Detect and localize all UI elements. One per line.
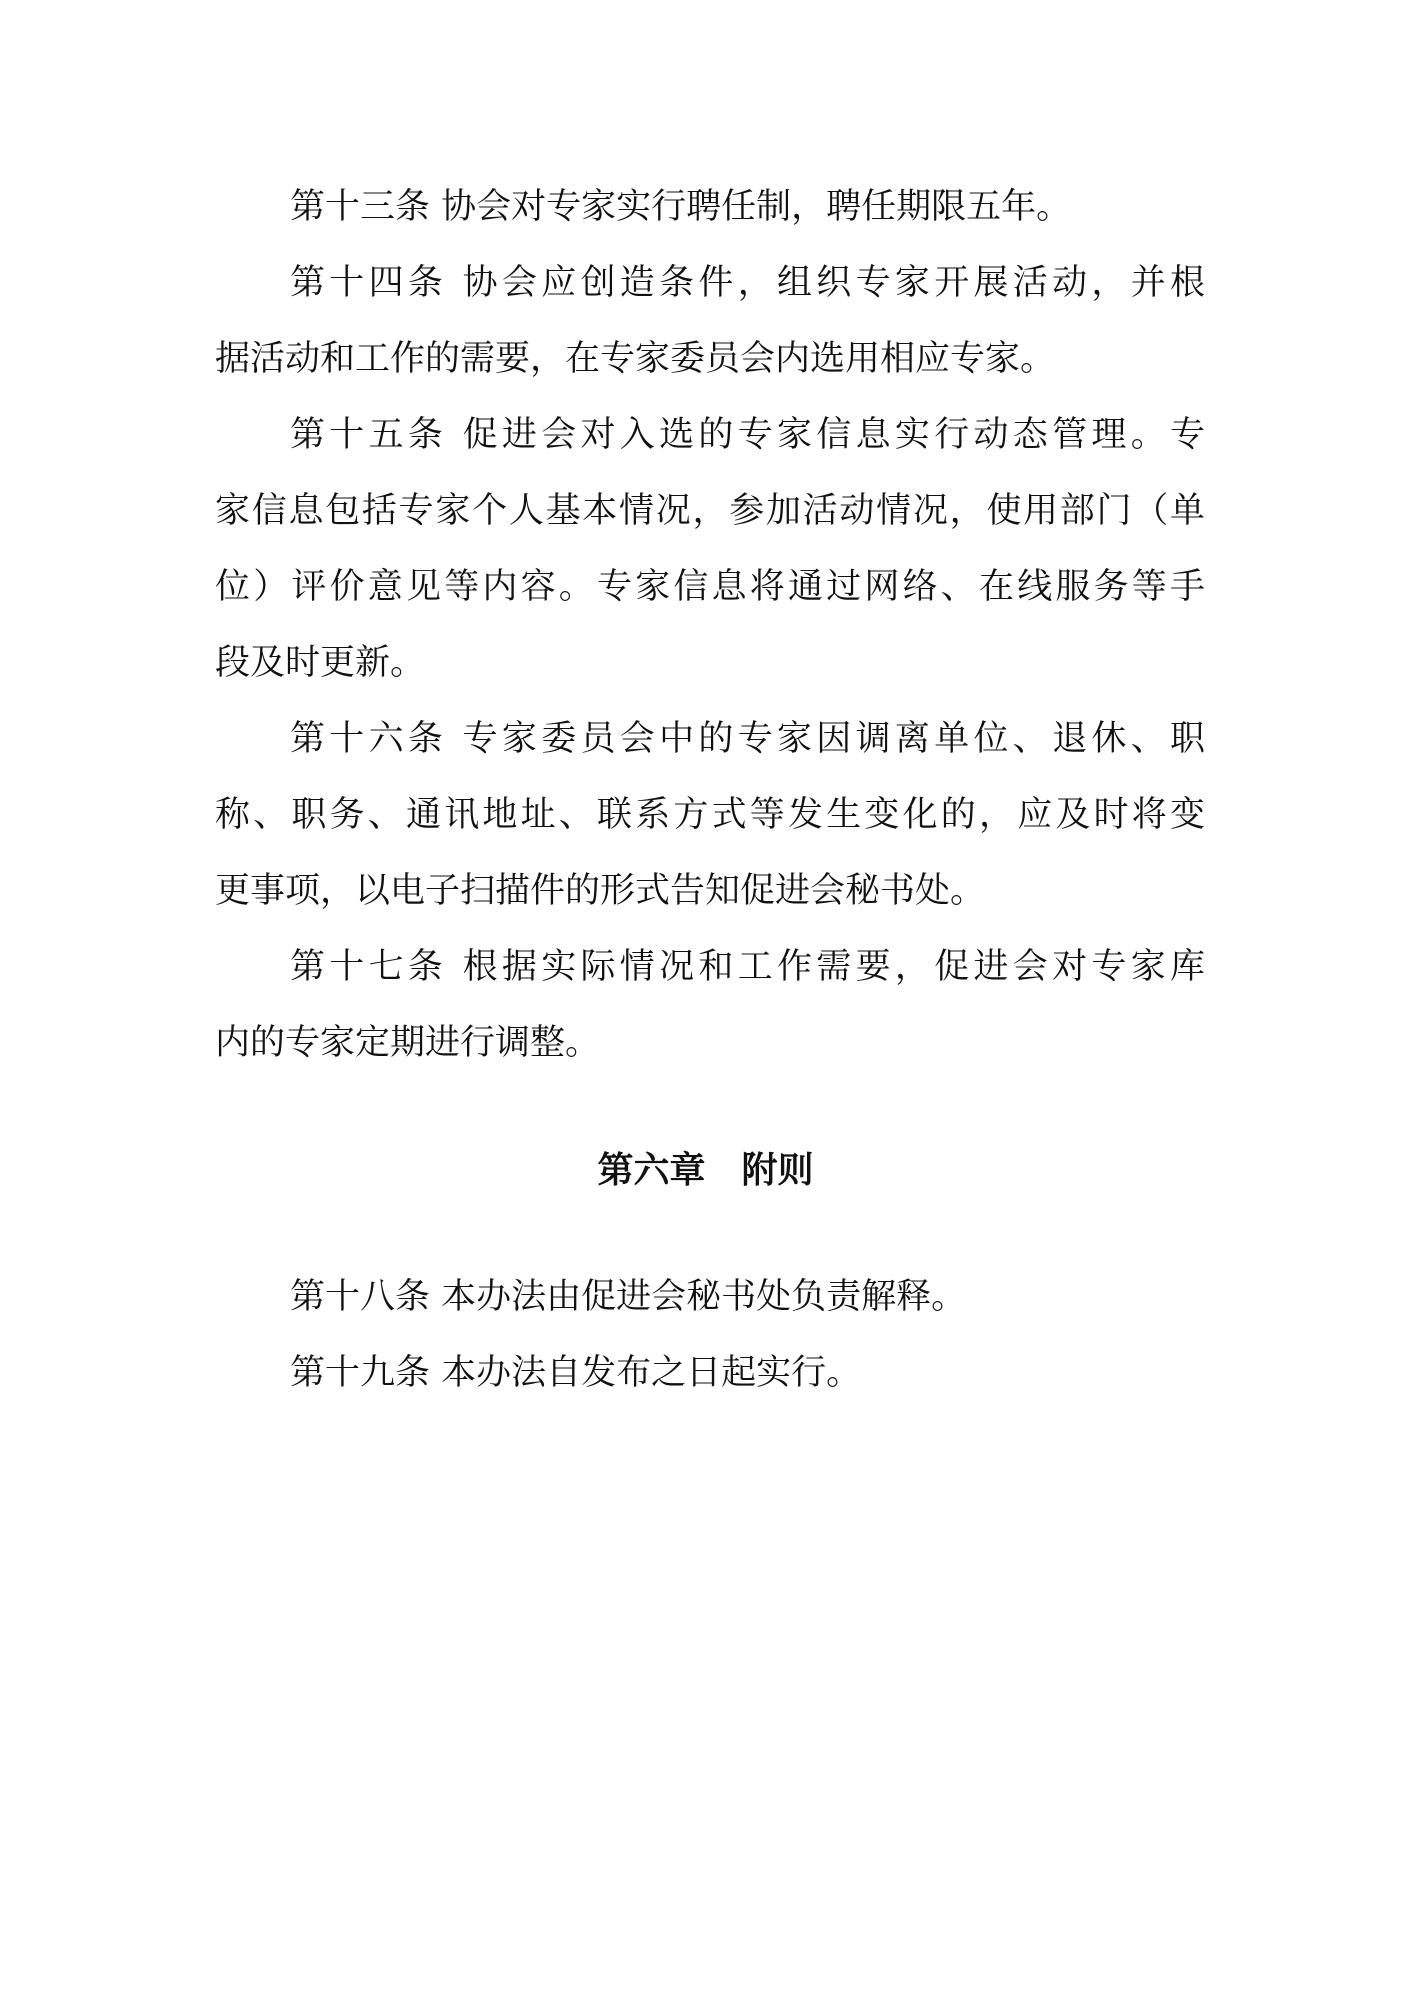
article-17-line-1: 第十七条 根据实际情况和工作需要，促进会对专家库 <box>290 947 1205 987</box>
article-16-line-2: 称、职务、通讯地址、联系方式等发生变化的，应及时将变 <box>215 795 1205 835</box>
article-15-line-2: 家信息包括专家个人基本情况，参加活动情况，使用部门（单 <box>215 491 1205 531</box>
article-16-line-3: 更事项，以电子扫描件的形式告知促进会秘书处。 <box>215 871 986 911</box>
article-14-line-2: 据活动和工作的需要，在专家委员会内选用相应专家。 <box>215 339 1056 379</box>
article-19-line-1: 第十九条 本办法自发布之日起实行。 <box>290 1353 862 1393</box>
article-16-line-1: 第十六条 专家委员会中的专家因调离单位、退休、职 <box>290 719 1205 759</box>
chapter-title: 第六章 附则 <box>597 1150 814 1191</box>
article-13-line-1: 第十三条 协会对专家实行聘任制，聘任期限五年。 <box>290 187 1072 227</box>
article-17-line-2: 内的专家定期进行调整。 <box>215 1023 601 1063</box>
article-14-line-1: 第十四条 协会应创造条件，组织专家开展活动，并根 <box>290 263 1205 303</box>
article-15-line-1: 第十五条 促进会对入选的专家信息实行动态管理。专 <box>290 415 1205 455</box>
article-18-line-1: 第十八条 本办法由促进会秘书处负责解释。 <box>290 1277 967 1317</box>
article-15-line-4: 段及时更新。 <box>215 643 426 683</box>
article-15-line-3: 位）评价意见等内容。专家信息将通过网络、在线服务等手 <box>215 567 1205 607</box>
